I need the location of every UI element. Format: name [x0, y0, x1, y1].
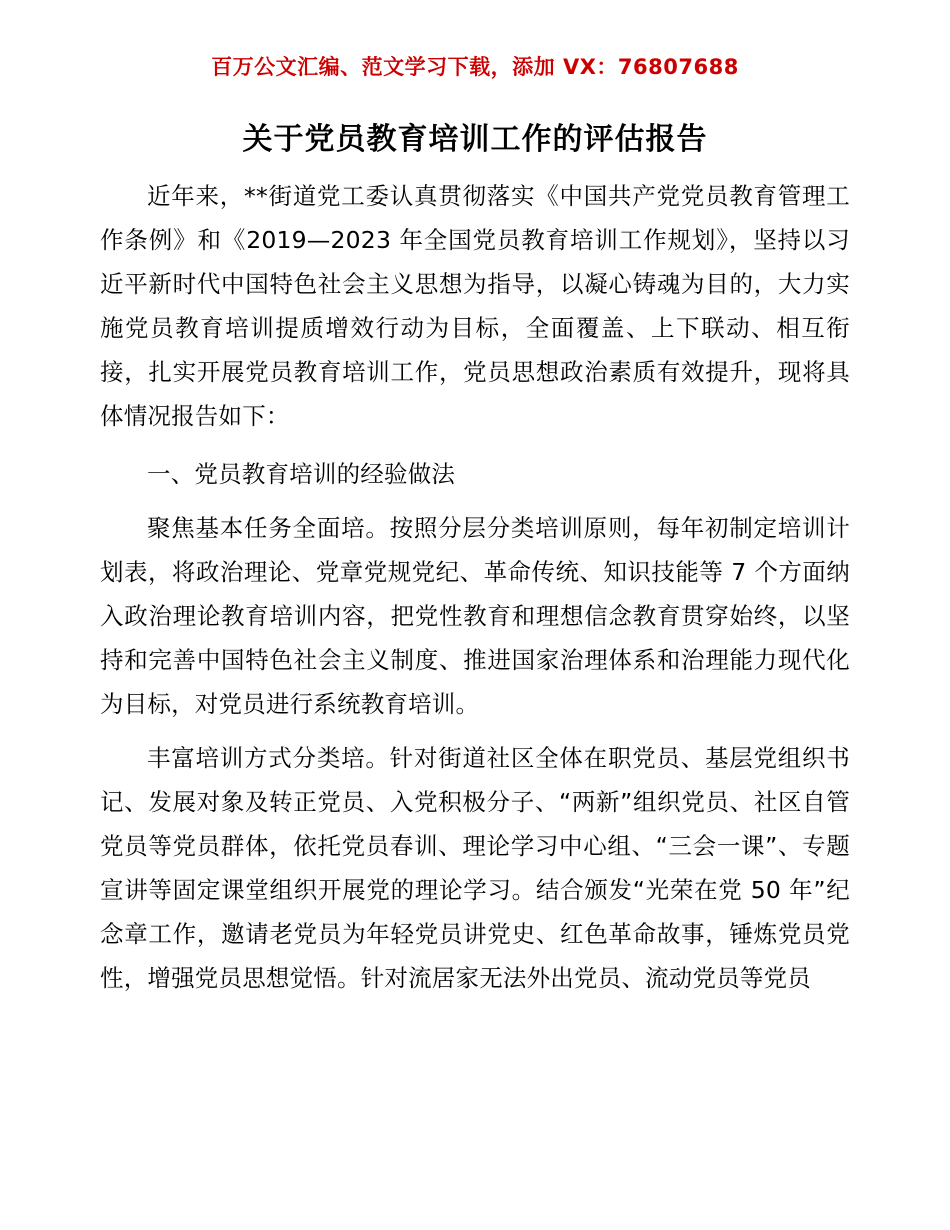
page-title: 关于党员教育培训工作的评估报告 — [242, 122, 708, 158]
watermark-text: 百万公文汇编、范文学习下载，添加 VX：76807688 — [211, 55, 739, 79]
paragraph-intro: 近年来，**街道党工委认真贯彻落实《中国共产党党员教育管理工作条例》和《2019—2023 年全国党员教育培训工作规划》，坚持以习近平新时代中国特色社会主义思想为指导，以凝心铸魂为目的，大力实施党员教育培训提质增效行动为目标，全面覆盖、上下联动、相互衔接，扎实开展党员教育培训工作，党员思想政治素质有效提升，现将具体情况报告如下： — [100, 182, 850, 431]
paragraph-section-heading-1: 一、党员教育培训的经验做法 — [147, 460, 456, 489]
paragraph-body-1: 聚焦基本任务全面培。按照分层分类培训原则，每年初制定培训计划表，将政治理论、党章党规党纪、革命传统、知识技能等 7 个方面纳入政治理论教育培训内容，把党性教育和理想信念教育贯穿始终，以坚持和完善中国特色社会主义制度、推进国家治理体系和治理能力现代化为目标，对党员进行系统教育培训。 — [100, 514, 850, 719]
paragraph-body-2: 丰富培训方式分类培。针对街道社区全体在职党员、基层党组织书记、发展对象及转正党员、入党积极分子、“两新”组织党员、社区自管党员等党员群体，依托党员春训、理论学习中心组、“三会一课”、专题宣讲等固定课堂组织开展党的理论学习。结合颁发“光荣在党 50 年”纪念章工作，邀请老党员为年轻党员讲党史、红色革命故事，锤炼党员党性，增强党员思想觉悟。针对流居家无法外出党员、流动党员等党员 — [100, 744, 850, 993]
